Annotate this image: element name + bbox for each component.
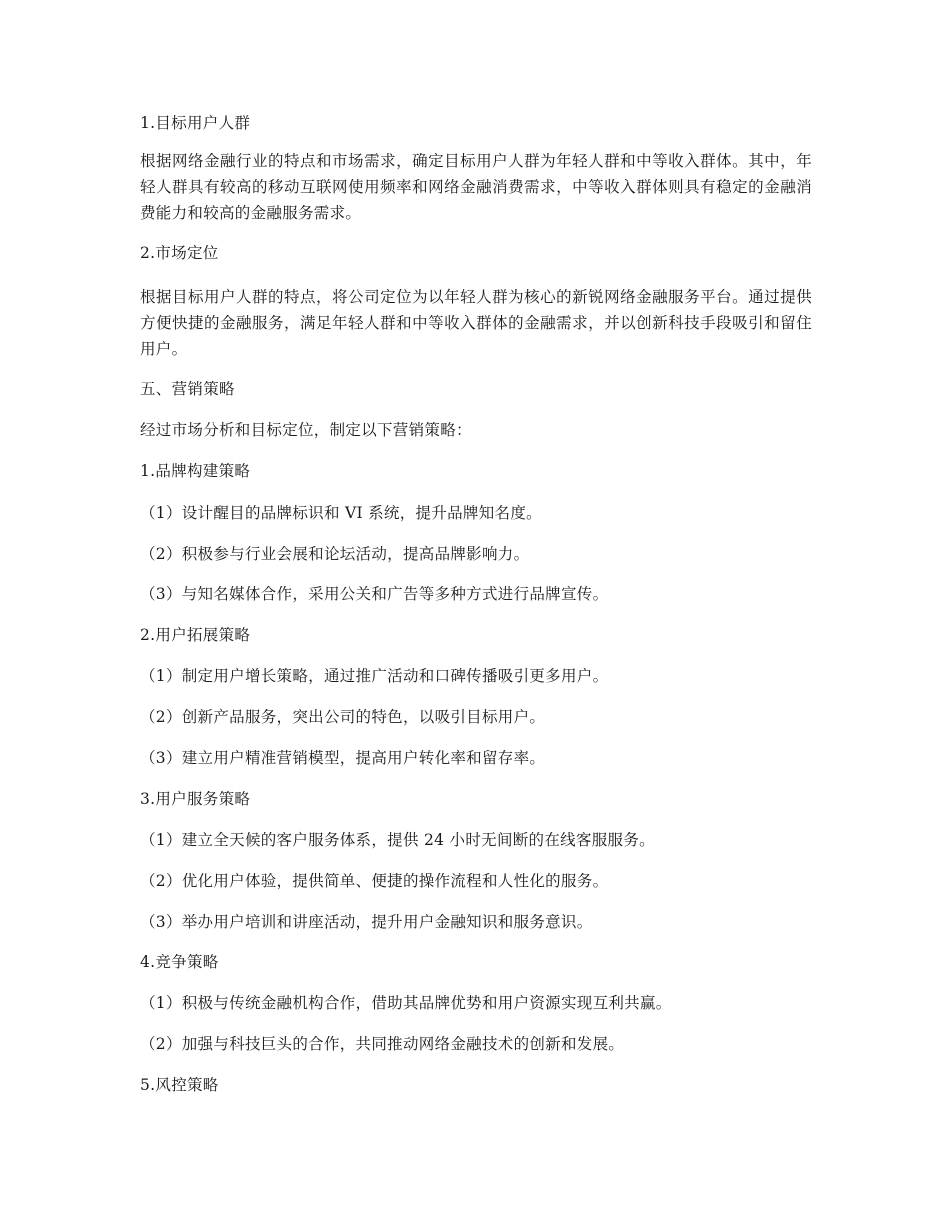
chapter-heading-marketing-strategy: 五、营销策略 [140,380,235,398]
paragraph-marketing-intro: 经过市场分析和目标定位，制定以下营销策略： [140,421,472,439]
list-item: （1）设计醒目的品牌标识和 VI 系统，提升品牌知名度。 [140,504,542,522]
list-item: （1）建立全天候的客户服务体系，提供 24 小时无间断的在线客服服务。 [140,831,655,849]
list-item: （2）创新产品服务，突出公司的特色，以吸引目标用户。 [140,708,546,726]
section-heading-user-service-strategy: 3.用户服务策略 [140,790,251,808]
list-item: （1）制定用户增长策略，通过推广活动和口碑传播吸引更多用户。 [140,667,609,685]
list-item: （2）优化用户体验，提供简单、便捷的操作流程和人性化的服务。 [140,872,609,890]
list-item: （2）加强与科技巨头的合作，共同推动网络金融技术的创新和发展。 [140,1035,625,1053]
list-item: （1）积极与传统金融机构合作，借助其品牌优势和用户资源实现互利共赢。 [140,994,672,1012]
list-item: （3）与知名媒体合作，采用公关和广告等多种方式进行品牌宣传。 [140,585,609,603]
section-heading-brand-strategy: 1.品牌构建策略 [140,462,251,480]
section-heading-market-positioning: 2.市场定位 [140,244,219,262]
paragraph-target-users: 根据网络金融行业的特点和市场需求，确定目标用户人群为年轻人群和中等收入群体。其中，年轻人群具有较高的移动互联网使用频率和网络金融消费需求，中等收入群体则具有稳定的金融消费能力和较高的金融服务需求。 [140,152,812,222]
list-item: （3）建立用户精准营销模型，提高用户转化率和留存率。 [140,749,546,767]
section-heading-competition-strategy: 4.竞争策略 [140,953,219,971]
section-heading-target-users: 1.目标用户人群 [140,114,251,132]
section-heading-user-growth-strategy: 2.用户拓展策略 [140,626,251,644]
section-heading-risk-control-strategy: 5.风控策略 [140,1076,219,1094]
list-item: （2）积极参与行业会展和论坛活动，提高品牌影响力。 [140,545,530,563]
list-item: （3）举办用户培训和讲座活动，提升用户金融知识和服务意识。 [140,913,593,931]
paragraph-market-positioning: 根据目标用户人群的特点，将公司定位为以年轻人群为核心的新锐网络金融服务平台。通过提供方便快捷的金融服务，满足年轻人群和中等收入群体的金融需求，并以创新科技手段吸引和留住用户。 [140,288,812,358]
